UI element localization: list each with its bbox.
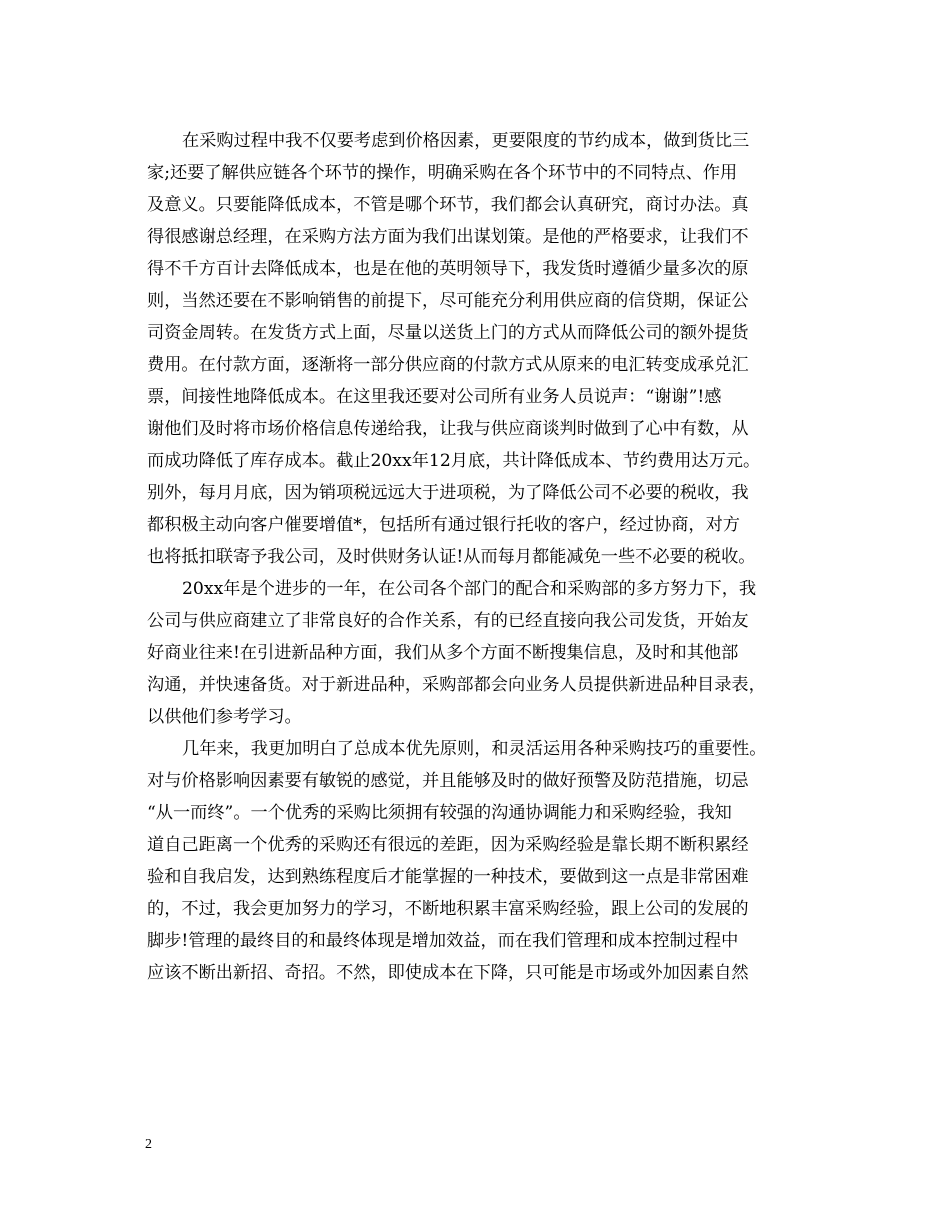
text-line: 在采购过程中我不仅要考虑到价格因素，更要限度的节约成本，做到货比三 xyxy=(182,131,750,151)
text-line: 好商业往来!在引进新品种方面，我们从多个方面不断搜集信息，及时和其他部 xyxy=(147,643,739,663)
text-line: 的，不过，我会更加努力的学习，不断地积累丰富采购经验，跟上公司的发展的 xyxy=(147,899,749,919)
text-line: 及意义。只要能降低成本，不管是哪个环节，我们都会认真研究，商讨办法。真 xyxy=(147,195,749,215)
text-line: 司资金周转。在发货方式上面，尽量以送货上门的方式从而降低公司的额外提货 xyxy=(147,323,749,343)
text-line: 都积极主动向客户催要增值*，包括所有通过银行托收的客户，经过协商，对方 xyxy=(147,515,740,535)
text-line: 应该不断出新招、奇招。不然，即使成本在下降，只可能是市场或外加因素自然 xyxy=(147,963,749,983)
text-line: 则，当然还要在不影响销售的前提下，尽可能充分利用供应商的信贷期，保证公 xyxy=(147,291,749,311)
text-line: 20xx年是个进步的一年，在公司各个部门的配合和采购部的多方努力下，我 xyxy=(182,579,757,599)
text-line: 脚步!管理的最终目的和最终体现是增加效益，而在我们管理和成本控制过程中 xyxy=(147,931,739,951)
text-line: 得不千方百计去降低成本，也是在他的英明领导下，我发货时遵循少量多次的原 xyxy=(147,259,749,279)
text-line: 别外，每月月底，因为销项税远远大于进项税，为了降低公司不必要的税收，我 xyxy=(147,483,749,503)
text-line: 验和自我启发，达到熟练程度后才能掌握的一种技术，要做到这一点是非常困难 xyxy=(147,867,749,887)
text-line: “从一而终”。一个优秀的采购比须拥有较强的沟通协调能力和采购经验，我知 xyxy=(147,803,732,823)
text-line: 谢他们及时将市场价格信息传递给我，让我与供应商谈判时做到了心中有数，从 xyxy=(147,419,749,439)
text-line: 家;还要了解供应链各个环节的操作，明确采购在各个环节中的不同特点、作用 xyxy=(147,163,738,183)
text-line: 对与价格影响因素要有敏锐的感觉，并且能够及时的做好预警及防范措施，切忌 xyxy=(147,771,749,791)
text-line: 沟通，并快速备货。对于新进品种，采购部都会向业务人员提供新进品种目录表， xyxy=(147,675,766,695)
text-line: 道自己距离一个优秀的采购还有很远的差距，因为采购经验是靠长期不断积累经 xyxy=(147,835,749,855)
text-line: 几年来，我更加明白了总成本优先原则，和灵活运用各种采购技巧的重要性。 xyxy=(182,739,767,759)
text-line: 也将抵扣联寄予我公司，及时供财务认证!从而每月都能减免一些不必要的税收。 xyxy=(147,547,756,567)
text-line: 公司与供应商建立了非常良好的合作关系，有的已经直接向我公司发货，开始友 xyxy=(147,611,749,631)
text-line: 票，间接性地降低成本。在这里我还要对公司所有业务人员说声：“谢谢”!感 xyxy=(147,387,722,407)
page-number: 2 xyxy=(145,1137,152,1152)
text-line: 以供他们参考学习。 xyxy=(147,707,302,727)
text-line: 得很感谢总经理，在采购方法方面为我们出谋划策。是他的严格要求，让我们不 xyxy=(147,227,749,247)
text-line: 费用。在付款方面，逐渐将一部分供应商的付款方式从原来的电汇转变成承兑汇 xyxy=(147,355,749,375)
text-line: 而成功降低了库存成本。截止20xx年12月底，共计降低成本、节约费用达万元。 xyxy=(147,451,761,471)
